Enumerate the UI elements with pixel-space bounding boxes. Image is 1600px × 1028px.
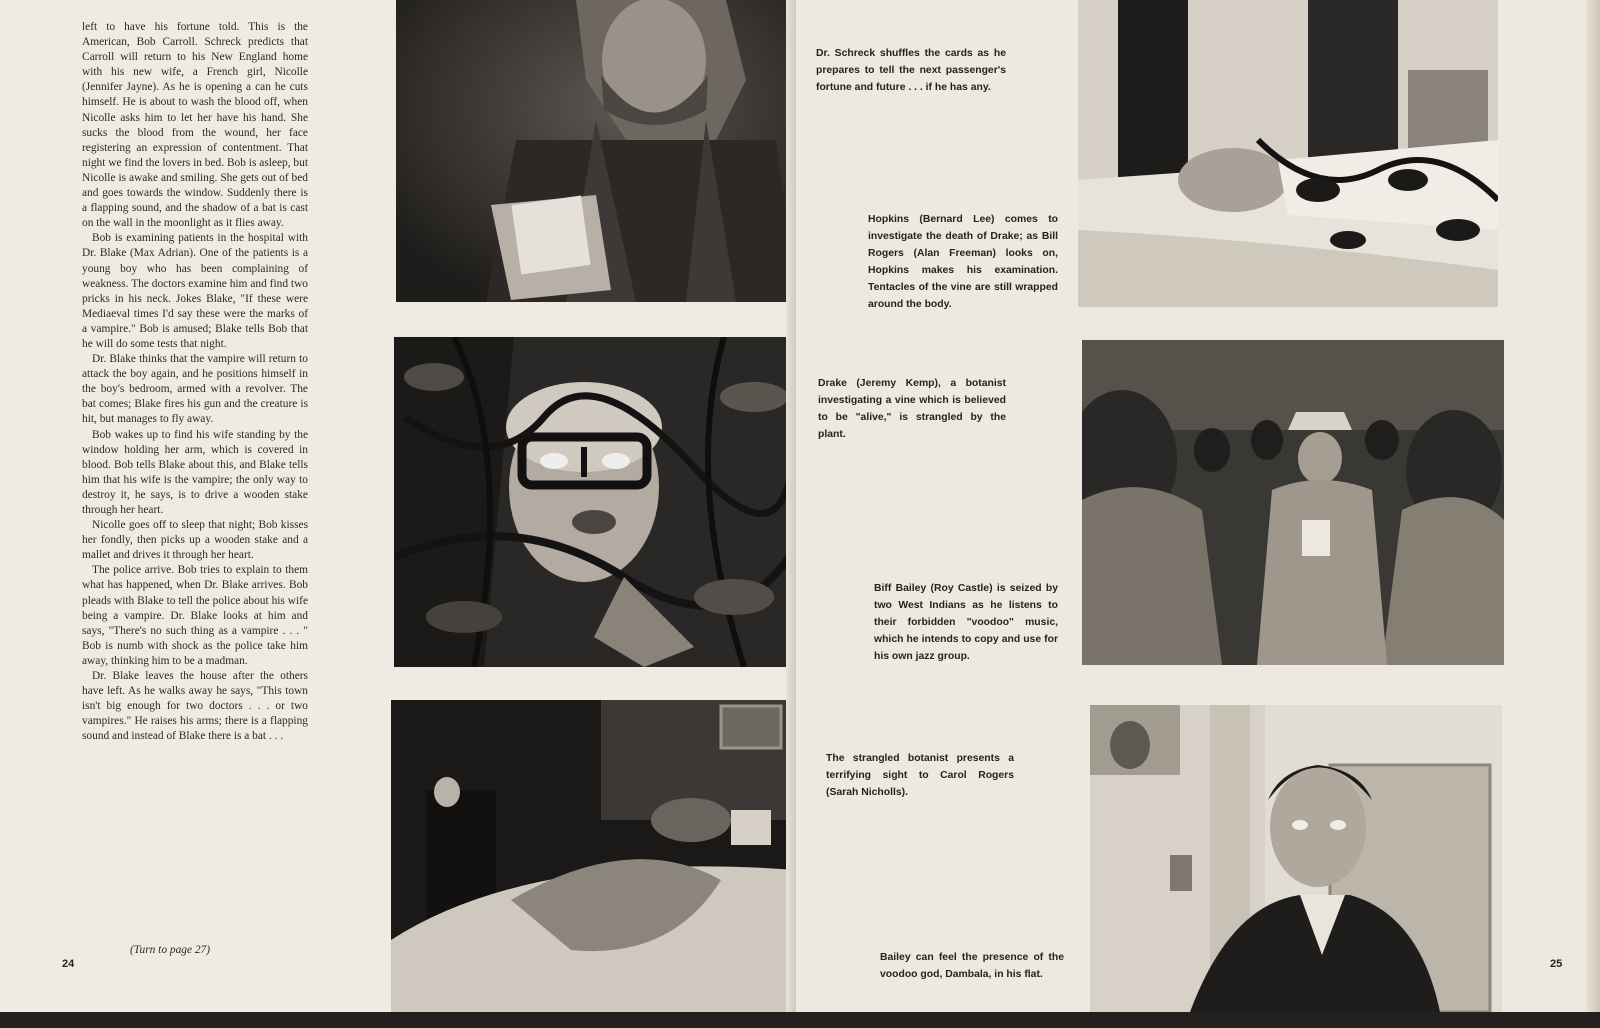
bailey-in-flat-photo xyxy=(1090,705,1502,1012)
article-body xyxy=(82,20,308,745)
page-number-right: 25 xyxy=(1550,958,1563,970)
article-paragraph: Dr. Blake leaves the house after the others have left. As he walks away he says, "This town isn't big enough for two doctors . . . or two vampires." He raises his arms; there is a flapping sound and instead of Blake there is a bat . . . xyxy=(82,670,308,743)
room-image xyxy=(391,700,796,1012)
right-page xyxy=(796,0,1600,1012)
caption-schreck: Dr. Schreck shuffles the cards as he prepares to tell the next passenger's fortune and future . . . if he has any. xyxy=(816,48,1006,93)
article-paragraph: Bob wakes up to find his wife standing by the window holding her arm, which is covered in blood. Bob tells Blake about this, and Blake tells him that his wife is the vampire; the only way to destroy it, he says, is to drive a wooden stake through her heart. xyxy=(82,428,308,516)
turn-page-note: (Turn to page 27) xyxy=(130,944,211,956)
caption-drake: Drake (Jeremy Kemp), a botanist investigating a vine which is believed to be "alive," is strangled by the plant. xyxy=(818,378,1006,440)
caption-carol-rogers: The strangled botanist presents a terrifying sight to Carol Rogers (Sarah Nicholls). xyxy=(826,753,1014,798)
bottom-background xyxy=(0,1012,1600,1028)
schreck-cards-image xyxy=(396,0,796,302)
article-paragraph: The police arrive. Bob tries to explain to them what has happened, when Dr. Blake arrives. Bob pleads with Blake to tell the police about his wife being a vampire. Dr. Blake looks at him and says, "There's no such thing as a vampire . . . " Bob is numb with shock as the police take him away, thinking him to be a madman. xyxy=(82,564,308,667)
page-edge xyxy=(1586,0,1600,1012)
page-number-left: 24 xyxy=(62,958,75,970)
crowd-image xyxy=(1082,340,1504,665)
article-paragraph: Dr. Blake thinks that the vampire will return to attack the boy again, and he positions himself in the boy's bedroom, armed with a revolver. The bat comes; Blake fires his gun and the creature is hit, but manages to fly away. xyxy=(82,353,308,426)
article-paragraph: Nicolle goes off to sleep that night; Bob kisses her fondly, then picks up a wooden stake and a mallet and drives it through her heart. xyxy=(82,519,308,562)
schreck-cards-photo xyxy=(396,0,796,302)
examination-image xyxy=(1078,0,1498,307)
left-page xyxy=(0,0,796,1012)
article-paragraph: left to have his fortune told. This is the American, Bob Carroll. Schreck predicts that Carroll will return to his New England home with his new wife, a French girl, Nicolle (Jennifer Jayne). As he is opening a can he cuts himself. He is about to wash the blood off, when Nicolle asks him to let her have his hand. She sucks the blood from the wound, her face registering an expression of contentment. That night we find the lovers in bed. Bob is asleep, but Nicolle is awake and smiling. She gets out of bed and goes towards the window. Suddenly there is a flapping sound, and the shadow of a bat is cast on the wall in the moonlight as it flies away. xyxy=(82,21,308,230)
caption-bailey-seized: Biff Bailey (Roy Castle) is seized by two West Indians as he listens to their forbidden "voodoo" music, which he intends to copy and use for his own jazz group. xyxy=(874,583,1058,662)
woman-in-room-photo xyxy=(391,700,796,1012)
caption-bailey-flat: Bailey can feel the presence of the voodoo god, Dambala, in his flat. xyxy=(880,952,1064,980)
botanist-strangled-vine-photo xyxy=(394,337,796,667)
flat-image xyxy=(1090,705,1502,1012)
hopkins-examines-body-photo xyxy=(1078,0,1498,307)
vine-image xyxy=(394,337,796,667)
caption-hopkins: Hopkins (Bernard Lee) comes to investigate the death of Drake; as Bill Rogers (Alan Freeman) looks on, Hopkins makes his examination. Tentacles of the vine are still wrapped around the body. xyxy=(868,214,1058,310)
article-paragraph: Bob is examining patients in the hospital with Dr. Blake (Max Adrian). One of the patients is a young boy who has been complaining of weakness. The doctors examine him and find two pricks in his neck. Jokes Blake, "If these were Mediaeval times I'd say these were the marks of a vampire." Bob is amused; Blake tells Bob that he will do some tests that night. xyxy=(82,232,308,350)
bailey-seized-photo xyxy=(1082,340,1504,665)
